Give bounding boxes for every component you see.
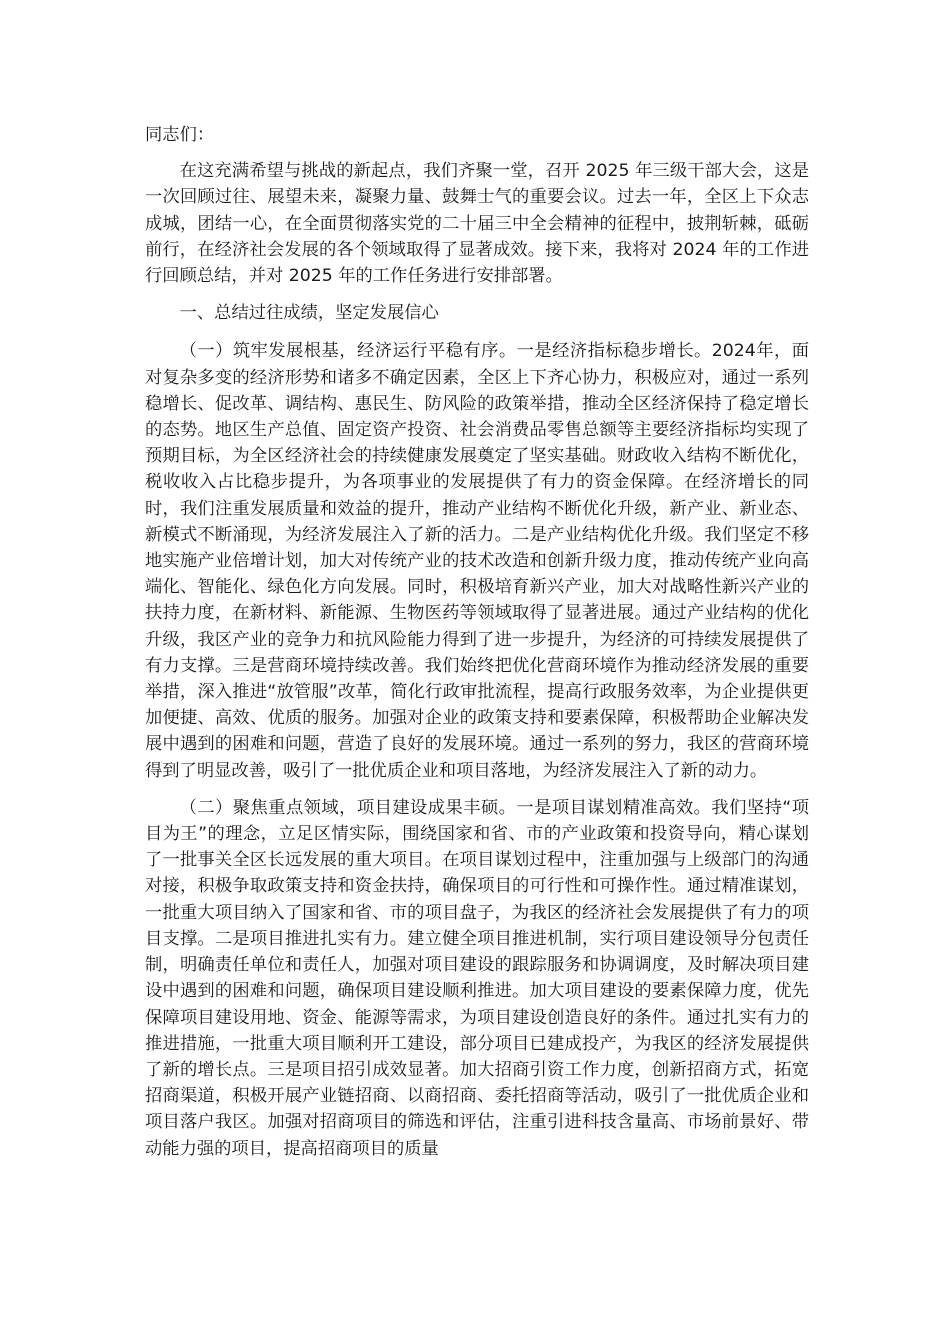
section-heading: 一、总结过往成绩，坚定发展信心	[179, 303, 439, 324]
salutation: 同志们：	[145, 125, 215, 145]
subsection-paragraph-1: （一）筑牢发展根基，经济运行平稳有序。一是经济指标稳步增长。2024年，面对复杂多变的经济形势和诸多不确定因素，全区上下齐心协力，积极应对，通过一系列稳增长、促改革、调结构、惠民生、防风险的政策举措，推动全区经济保持了稳定增长的态势。地区生产总值、固定资产投资、社会消费品零售总额等主要经济指标均实现了预期目标，为全区经济社会的持续健康发展奠定了坚实基础。财政收入结构不断优化，税收收入占比稳步提升，为各项事业的发展提供了有力的资金保障。在经济增长的同时，我们注重发展质量和效益的提升，推动产业结构不断优化升级，新产业、新业态、新模式不断涌现，为经济发展注入了新的活力。二是产业结构优化升级。我们坚定不移地实施产业倍增计划，加大对传统产业的技术改造和创新升级力度，推动传统产业向高端化、智能化、绿色化方向发展。同时，积极培育新兴产业，加大对战略性新兴产业的扶持力度，在新材料、新能源、生物医药等领域取得了显著进展。通过产业结构的优化升级，我区产业的竞争力和抗风险能力得到了进一步提升，为经济的可持续发展提供了有力支撑。三是营商环境持续改善。我们始终把优化营商环境作为推动经济发展的重要举措，深入推进“放管服”改革，简化行政审批流程，提高行政服务效率，为企业提供更加便捷、高效、优质的服务。加强对企业的政策支持和要素保障，积极帮助企业解决发展中遇到的困难和问题，营造了良好的发展环境。通过一系列的努力，我区的营商环境得到了明显改善，吸引了一批优质企业和项目落地，为经济发展注入了新的动力。	[145, 341, 809, 781]
opening-paragraph: 在这充满希望与挑战的新起点，我们齐聚一堂，召开 2025 年三级干部大会，这是一次回顾过往、展望未来，凝聚力量、鼓舞士气的重要会议。过去一年，全区上下众志成城，团结一心，在全面贯彻落实党的二十届三中全会精神的征程中，披荆斩棘，砥砺前行，在经济社会发展的各个领域取得了显著成效。接下来，我将对 2024 年的工作进行回顾总结，并对 2025 年的工作任务进行安排部署。	[145, 161, 809, 287]
subsection-paragraph-2: （二）聚焦重点领域，项目建设成果丰硕。一是项目谋划精准高效。我们坚持“项目为王”的理念，立足区情实际，围绕国家和省、市的产业政策和投资导向，精心谋划了一批事关全区长远发展的重大项目。在项目谋划过程中，注重加强与上级部门的沟通对接，积极争取政策支持和资金扶持，确保项目的可行性和可操作性。通过精准谋划，一批重大项目纳入了国家和省、市的项目盘子，为我区的经济社会发展提供了有力的项目支撑。二是项目推进扎实有力。建立健全项目推进机制，实行项目建设领导分包责任制，明确责任单位和责任人，加强对项目建设的跟踪服务和协调调度，及时解决项目建设中遇到的困难和问题，确保项目建设顺利推进。加大项目建设的要素保障力度，优先保障项目建设用地、资金、能源等需求，为项目建设创造良好的条件。通过扎实有力的推进措施，一批重大项目顺利开工建设，部分项目已建成投产，为我区的经济发展提供了新的增长点。三是项目招引成效显著。加大招商引资工作力度，创新招商方式，拓宽招商渠道，积极开展产业链招商、以商招商、委托招商等活动，吸引了一批优质企业和项目落户我区。加强对招商项目的筛选和评估，注重引进科技含量高、市场前景好、带动能力强的项目，提高招商项目的质量	[145, 797, 809, 1159]
document-page	[145, 122, 809, 1173]
